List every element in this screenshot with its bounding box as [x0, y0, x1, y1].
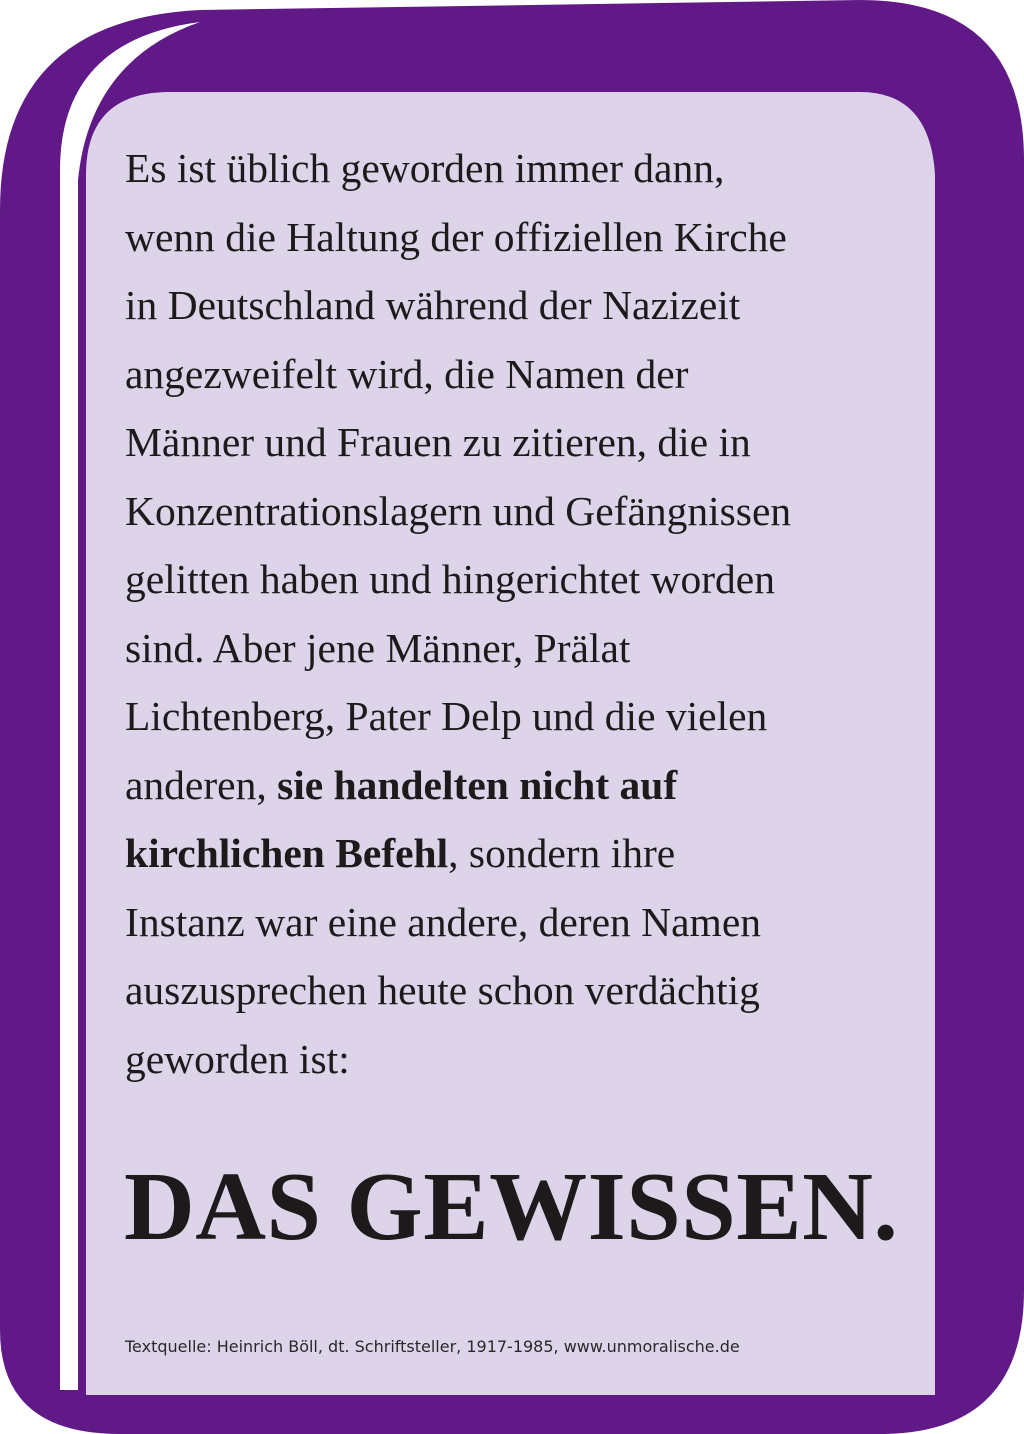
quote-line: [125, 134, 915, 203]
quote-text: auszusprechen heute schon verdächtig: [125, 967, 760, 1013]
quote-text: Lichtenberg, Pater Delp und die vielen: [125, 693, 768, 739]
quote-line: [125, 271, 915, 340]
quote-emphasis: kirchlichen Befehl: [125, 830, 449, 876]
quote-line: [125, 1025, 915, 1094]
quote-text: wenn die Haltung der offiziellen Kirche: [125, 213, 787, 260]
quote-line: [125, 888, 915, 957]
quote-line: [125, 203, 915, 272]
quote-text: , sondern ihre: [448, 830, 676, 876]
quote-line: [125, 477, 915, 546]
quote-line: [125, 682, 915, 751]
quote-text: in Deutschland während der Nazizeit: [125, 282, 741, 328]
quote-line: [125, 819, 915, 888]
quote-line: [125, 614, 915, 683]
quote-line: [125, 956, 915, 1025]
quote-text: sind. Aber jene Männer, Prälat: [125, 624, 631, 671]
quote-text: Instanz war eine andere, deren Namen: [125, 898, 761, 945]
quote-text: anderen,: [125, 761, 278, 808]
quote-text: gelitten haben und hingerichtet worden: [125, 556, 775, 602]
quote-text: Es ist üblich geworden immer dann,: [125, 145, 725, 191]
quote-text: geworden ist:: [125, 1035, 350, 1082]
quote-text: Männer und Frauen zu zitieren, die in: [125, 419, 751, 465]
quote-line: [125, 545, 915, 614]
quote-line: [125, 408, 915, 477]
quote-line: [125, 751, 915, 820]
quote-line: [125, 340, 915, 409]
quote-paragraph: [125, 134, 915, 1093]
quote-emphasis: sie handelten nicht auf: [277, 761, 678, 808]
source-credit: Textquelle: Heinrich Böll, dt. Schriftsteller, 1917-1985, www.unmoralische.de: [125, 1337, 740, 1356]
quote-block: [125, 134, 915, 1093]
quote-text: Konzentrationslagern und Gefängnissen: [125, 487, 792, 534]
quote-text: angezweifelt wird, die Namen der: [125, 350, 689, 397]
headline: DAS GEWISSEN.: [124, 1153, 899, 1261]
